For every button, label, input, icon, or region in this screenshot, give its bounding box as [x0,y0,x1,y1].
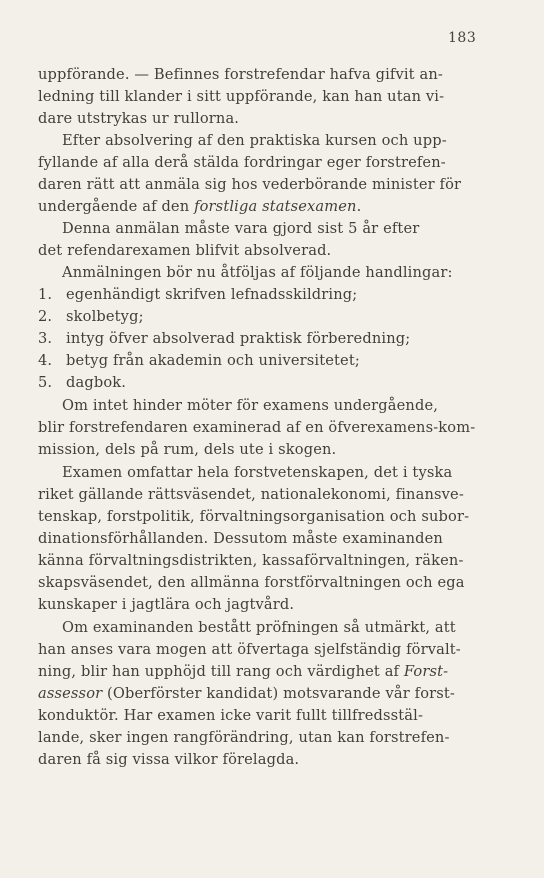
italic-term: assessor [38,685,103,702]
list-item: 5. dagbok. [38,374,127,391]
text-line: Examen omfattar hela forstvetenskapen, det i tyska [62,464,453,481]
list-item: 1. egenhändigt skrifven lefnadsskildring; [38,286,358,303]
text-line: det refendarexamen blifvit absolverad. [38,242,332,259]
text-line: Om intet hinder möter för examens undergående, [62,397,439,414]
list-number: 4. [38,352,53,369]
text-line: uppförande. — Befinnes forstrefendar hafva gifvit an- [38,66,443,83]
text-line: Denna anmälan måste vara gjord sist 5 år efter [62,220,420,237]
text-line: ledning till klander i sitt uppförande, kan han utan vi- [38,88,445,105]
text-line: kunskaper i jagtlära och jagtvård. [38,596,295,613]
text-line: undergående af den forstliga statsexamen. [38,198,362,215]
text-line: blir forstrefendaren examinerad af en öfverexamens-kom- [38,419,476,436]
text-line: Efter absolvering af den praktiska kursen och upp- [62,132,447,149]
italic-term: Forst- [403,663,449,680]
text-line: assessor (Oberförster kandidat) motsvarande vår forst- [38,685,456,702]
text-line: skapsväsendet, den allmänna forstförvaltningen och ega [38,574,465,591]
list-item: 3. intyg öfver absolverad praktisk förberedning; [38,330,411,347]
text-line: dare utstrykas ur rullorna. [38,110,240,127]
page-number: 183 [448,30,477,46]
list-number: 2. [38,308,53,325]
text-line: daren få sig vissa vilkor förelagda. [38,751,300,768]
text-line: konduktör. Har examen icke varit fullt tillfredsstäl- [38,707,424,724]
text-line: tenskap, forstpolitik, förvaltningsorganisation och subor- [38,508,470,525]
text-line: dinationsförhållanden. Dessutom måste examinanden [38,530,443,547]
text-line: lande, sker ingen rangförändring, utan kan forstrefen- [38,729,450,746]
text-line: ning, blir han upphöjd till rang och värdighet af Forst- [38,663,449,680]
list-number: 5. [38,374,53,391]
text-line: mission, dels på rum, dels ute i skogen. [38,441,337,458]
text-line: daren rätt att anmäla sig hos vederbörande minister för [38,176,462,193]
text-line: känna förvaltningsdistrikten, kassaförvaltningen, räken- [38,552,464,569]
text-line: han anses vara mogen att öfvertaga sjelfständig förvalt- [38,641,461,658]
text-line: riket gällande rättsväsendet, nationalekonomi, finansve- [38,486,464,503]
italic-term: forstliga statsexamen [194,198,357,215]
text-line: fyllande af alla derå stälda fordringar eger forstrefen- [38,154,446,171]
list-item: 2. skolbetyg; [38,308,144,325]
text-line: Anmälningen bör nu åtföljas af följande handlingar: [62,264,453,281]
list-item: 4. betyg från akademin och universitetet; [38,352,360,369]
list-number: 3. [38,330,53,347]
list-number: 1. [38,286,53,303]
text-line: Om examinanden bestått pröfningen så utmärkt, att [62,619,456,636]
